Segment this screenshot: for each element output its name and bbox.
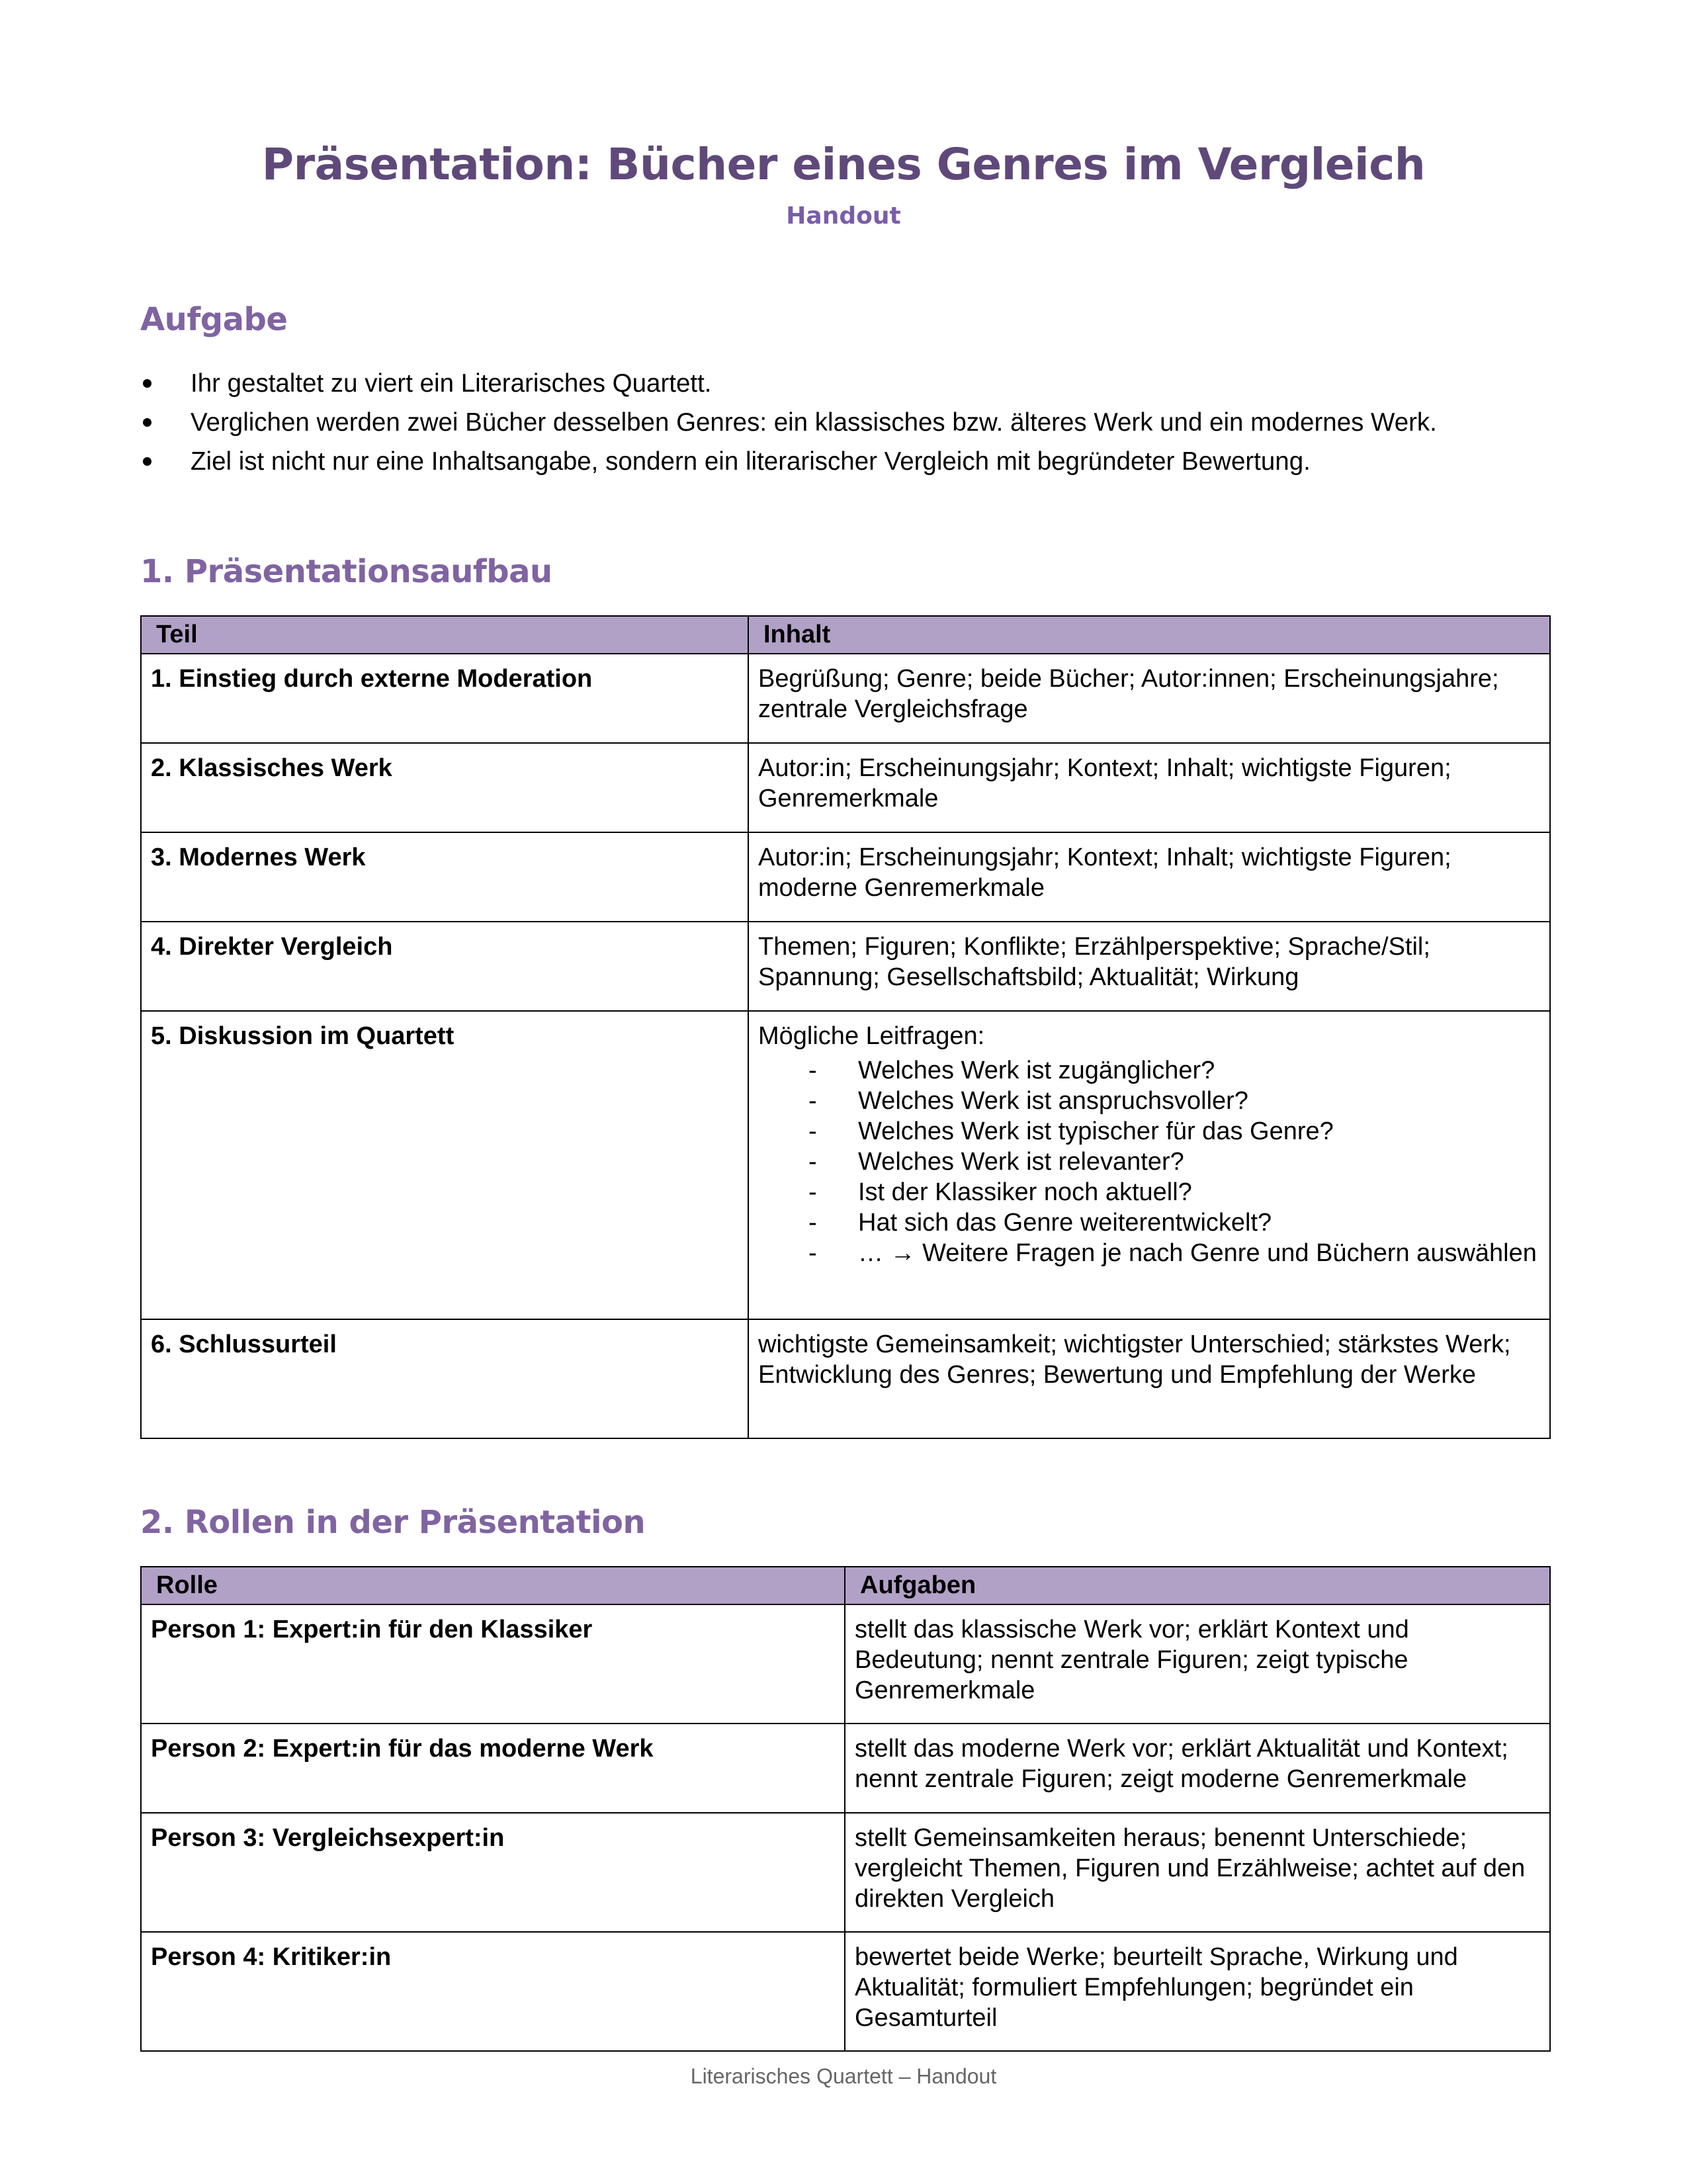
cell-rolle: Person 3: Vergleichsexpert:in: [141, 1813, 845, 1932]
list-item: [758, 1147, 1540, 1177]
table-row: [141, 1319, 1550, 1438]
list-item: [758, 1207, 1540, 1238]
table-row: [141, 743, 1550, 832]
section-heading-aufgabe: Aufgabe: [140, 301, 288, 338]
aufgabe-bullet-list: [140, 364, 1563, 481]
cell-aufgaben: stellt Gemeinsamkeiten heraus; benennt Unterschiede; vergleicht Themen, Figuren und Erzählweise; achtet auf den direkten Vergleich: [845, 1813, 1550, 1932]
cell-inhalt: Themen; Figuren; Konflikte; Erzählperspektive; Sprache/Stil; Spannung; Gesellschaftsbild; Aktualität; Wirkung: [748, 922, 1550, 1011]
bullet-icon: [143, 379, 151, 388]
leitfrage-text: Welches Werk ist typischer für das Genre?: [858, 1117, 1334, 1145]
table-row: [141, 1604, 1550, 1724]
cell-rolle: Person 4: Kritiker:in: [141, 1932, 845, 2051]
cell-inhalt: Autor:in; Erscheinungsjahr; Kontext; Inhalt; wichtigste Figuren; Genremerkmale: [748, 743, 1550, 832]
table-header-row: [141, 1567, 1550, 1604]
leitfragen-list: [758, 1055, 1540, 1268]
column-header-rolle: Rolle: [141, 1567, 845, 1604]
list-item: [758, 1055, 1540, 1086]
list-item: [758, 1238, 1540, 1268]
list-item: [758, 1086, 1540, 1116]
table-row: [141, 1724, 1550, 1813]
list-item: [140, 442, 1563, 481]
table-header-row: [141, 616, 1550, 654]
dash-marker: -: [808, 1178, 817, 1206]
leitfrage-text: Welches Werk ist zugänglicher?: [858, 1057, 1215, 1084]
dash-marker: -: [808, 1148, 817, 1176]
bullet-text: Verglichen werden zwei Bücher desselben Genres: ein klassisches bzw. älteres Werk und ein modernes Werk.: [191, 408, 1437, 437]
cell-aufgaben: stellt das klassische Werk vor; erklärt Kontext und Bedeutung; nennt zentrale Figuren; zeigt typische Genremerkmale: [845, 1604, 1550, 1724]
table-row: [141, 922, 1550, 1011]
table-row: [141, 1011, 1550, 1319]
cell-rolle: Person 1: Expert:in für den Klassiker: [141, 1604, 845, 1724]
leitfrage-text: Hat sich das Genre weiterentwickelt?: [858, 1209, 1272, 1237]
cell-teil: 3. Modernes Werk: [141, 832, 748, 922]
dash-marker: -: [808, 1087, 817, 1115]
leitfragen-intro: Mögliche Leitfragen:: [758, 1022, 985, 1050]
cell-teil: 4. Direkter Vergleich: [141, 922, 748, 1011]
list-item: [758, 1116, 1540, 1147]
leitfrage-text: Ist der Klassiker noch aktuell?: [858, 1178, 1192, 1206]
table-row: [141, 1813, 1550, 1932]
column-header-teil: Teil: [141, 616, 748, 654]
column-header-aufgaben: Aufgaben: [845, 1567, 1550, 1604]
cell-teil: 2. Klassisches Werk: [141, 743, 748, 832]
cell-inhalt: Begrüßung; Genre; beide Bücher; Autor:innen; Erscheinungsjahre; zentrale Vergleichsfrage: [748, 654, 1550, 743]
bullet-icon: [143, 457, 151, 466]
column-header-inhalt: Inhalt: [748, 616, 1550, 654]
list-item: [140, 403, 1563, 442]
dash-marker: -: [808, 1117, 817, 1145]
cell-aufgaben: stellt das moderne Werk vor; erklärt Aktualität und Kontext; nennt zentrale Figuren; zeigt moderne Genremerkmale: [845, 1724, 1550, 1813]
leitfrage-text: Welches Werk ist anspruchsvoller?: [858, 1087, 1248, 1115]
dash-marker: -: [808, 1239, 817, 1267]
leitfrage-text: Welches Werk ist relevanter?: [858, 1148, 1184, 1176]
dash-marker: -: [808, 1209, 817, 1237]
section-heading-aufbau: 1. Präsentationsaufbau: [140, 553, 552, 590]
cell-inhalt: wichtigste Gemeinsamkeit; wichtigster Unterschied; stärkstes Werk; Entwicklung des Genres; Bewertung und Empfehlung der Werke: [748, 1319, 1550, 1438]
cell-teil: 6. Schlussurteil: [141, 1319, 748, 1438]
table-row: [141, 832, 1550, 922]
leitfrage-text: … → Weitere Fragen je nach Genre und Büchern auswählen: [858, 1239, 1537, 1267]
list-item: [758, 1177, 1540, 1207]
page-subtitle: Handout: [786, 202, 901, 230]
bullet-text: Ziel ist nicht nur eine Inhaltsangabe, sondern ein literarischer Vergleich mit begründeter Bewertung.: [191, 447, 1311, 476]
cell-teil: 1. Einstieg durch externe Moderation: [141, 654, 748, 743]
dash-marker: -: [808, 1057, 817, 1084]
bullet-icon: [143, 418, 151, 427]
cell-teil: 5. Diskussion im Quartett: [141, 1011, 748, 1319]
cell-aufgaben: bewertet beide Werke; beurteilt Sprache, Wirkung und Aktualität; formuliert Empfehlungen; begründet ein Gesamturteil: [845, 1932, 1550, 2051]
section-heading-rollen: 2. Rollen in der Präsentation: [140, 1504, 646, 1541]
cell-inhalt: Autor:in; Erscheinungsjahr; Kontext; Inhalt; wichtigste Figuren; moderne Genremerkmale: [748, 832, 1550, 922]
aufbau-table: [140, 615, 1551, 1439]
bullet-text: Ihr gestaltet zu viert ein Literarisches Quartett.: [191, 369, 712, 398]
table-row: [141, 1932, 1550, 2051]
page-title: Präsentation: Bücher eines Genres im Vergleich: [261, 139, 1426, 190]
table-row: [141, 654, 1550, 743]
list-item: [140, 364, 1563, 403]
cell-inhalt: [748, 1011, 1550, 1319]
rollen-table: [140, 1566, 1551, 2052]
page-footer: Literarisches Quartett – Handout: [690, 2064, 997, 2088]
cell-rolle: Person 2: Expert:in für das moderne Werk: [141, 1724, 845, 1813]
